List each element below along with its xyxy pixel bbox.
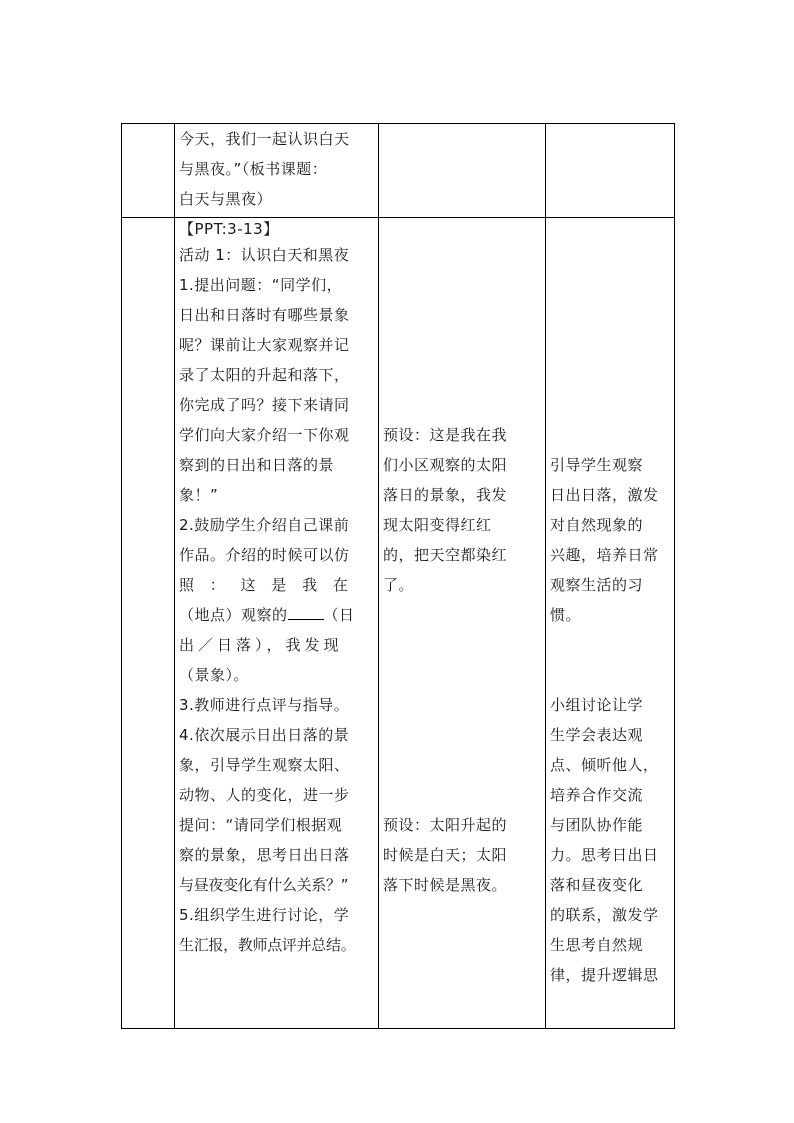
text-line: 作品。介绍的时候可以仿: [179, 546, 350, 564]
text-line: 观察生活的习: [550, 576, 644, 594]
text-line: 察到的日出和日落的景: [179, 456, 335, 474]
text-line: 5.组织学生进行讨论，学: [179, 906, 350, 924]
text-line: 了。: [383, 576, 415, 594]
text-line: 惯。: [550, 606, 582, 624]
text-line: 与团队协作能: [550, 816, 644, 834]
teacher-activity-cell: [175, 124, 379, 218]
student-activity-cell: [379, 124, 546, 218]
spacer: [383, 218, 541, 420]
text-line: 象！”: [179, 486, 219, 504]
student-activity-cell: [379, 218, 546, 1029]
text-line: 察的景象，思考日出日落: [179, 846, 350, 864]
fill-in-blank: [288, 603, 324, 620]
text-line: 点、倾听他人，: [550, 756, 659, 774]
spacer: [383, 600, 541, 810]
text-line: 与昼夜变化有什么关系？”: [179, 876, 349, 894]
text-line: 4.依次展示日出日落的景: [179, 726, 350, 744]
text-line: 现太阳变得红红: [383, 516, 492, 534]
table-row: [122, 124, 675, 218]
text-line: 落日的景象，我发: [383, 486, 508, 504]
text-line: 3.教师进行点评与指导。: [179, 696, 350, 714]
text-line: 的，把天空都染红: [383, 546, 508, 564]
text-line: 录了太阳的升起和落下，: [179, 366, 350, 384]
text-fragment: （地点）观察的: [179, 606, 288, 624]
stage-cell: [122, 124, 175, 218]
ppt-reference: 【PPT:3-13】: [179, 220, 279, 238]
text-line: 们小区观察的太阳: [383, 456, 508, 474]
lesson-plan-page: [121, 123, 674, 1027]
text-line: 生思考自然规: [550, 936, 644, 954]
text-line: 你完成了吗？接下来请同: [179, 396, 350, 414]
text-line: 的联系，激发学: [550, 906, 659, 924]
text-line: （景象）。: [179, 666, 250, 684]
text-line: 生汇报，教师点评并总结。: [179, 936, 356, 954]
text-line: 照 ： 这 是 我 在: [179, 576, 349, 594]
text-line: 呢？课前让大家观察并记: [179, 336, 350, 354]
spacer: [550, 630, 670, 690]
text-line: 提问：“请同学们根据观: [179, 816, 343, 834]
fill-in-line: [179, 600, 374, 630]
text-line: 兴趣，培养日常: [550, 546, 659, 564]
activity-heading: 活动 1：认识白天和黑夜: [179, 246, 350, 264]
text-line: 时候是白天；太阳: [383, 846, 508, 864]
text-line: 动物、人的变化，进一步: [179, 786, 350, 804]
text-line: 日出和日落时有哪些景象: [179, 306, 350, 324]
text-line: 预设：太阳升起的: [383, 816, 508, 834]
text-line: 白天与黑夜）: [179, 190, 273, 208]
text-line: 出／日落），我发现: [179, 636, 343, 654]
design-intent-cell: [546, 218, 675, 1029]
teacher-activity-cell: [175, 218, 379, 1029]
stage-cell: [122, 218, 175, 1029]
text-line: 小组讨论让学: [550, 696, 644, 714]
text-line: 落和昼夜变化: [550, 876, 644, 894]
text-line: 律，提升逻辑思: [550, 966, 659, 984]
text-line: 与黑夜。”（板书课题：: [179, 160, 328, 178]
text-line: 今天，我们一起认识白天: [179, 130, 350, 148]
spacer: [550, 218, 670, 450]
text-line: 培养合作交流: [550, 786, 644, 804]
text-line: 2.鼓励学生介绍自己课前: [179, 516, 350, 534]
text-line: 预设：这是我在我: [383, 426, 508, 444]
text-line: 引导学生观察: [550, 456, 644, 474]
design-intent-cell: [546, 124, 675, 218]
text-line: 生学会表达观: [550, 726, 644, 744]
text-line: 学们向大家介绍一下你观: [179, 426, 350, 444]
text-line: 对自然现象的: [550, 516, 644, 534]
text-line: 力。思考日出日: [550, 846, 659, 864]
text-line: 象，引导学生观察太阳、: [179, 756, 350, 774]
text-line: 1.提出问题：“同学们，: [179, 276, 343, 294]
text-line: 落下时候是黑夜。: [383, 876, 508, 894]
lesson-plan-table: [121, 123, 675, 1029]
text-fragment: （日: [323, 606, 355, 624]
text-line: 日出日落，激发: [550, 486, 659, 504]
table-row: [122, 218, 675, 1029]
